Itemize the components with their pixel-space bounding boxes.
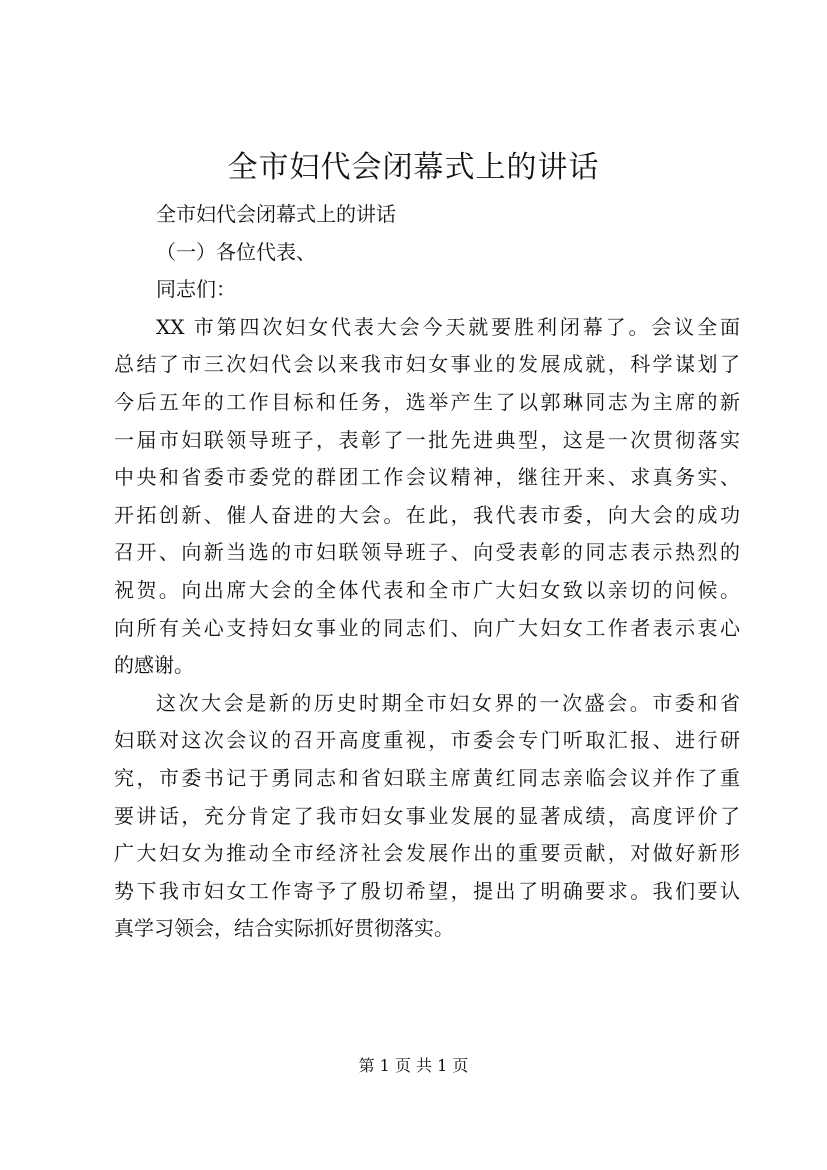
paragraph-2-line: 究，市委书记于勇同志和省妇联主席黄红同志亲临会议并作了重 [114, 765, 740, 790]
paragraph-2-line: 妇联对这次会议的召开高度重视，市委会专门听取汇报、进行研 [114, 728, 740, 753]
paragraph-1-line: 召开、向新当选的市妇联领导班子、向受表彰的同志表示热烈的 [114, 540, 740, 565]
document-title: 全市妇代会闭幕式上的讲话 [227, 150, 600, 185]
paragraph-2-line: 要讲话，充分肯定了我市妇女事业发展的显著成绩，高度评价了 [114, 803, 740, 828]
paragraph-1-line: 的感谢。 [114, 653, 194, 678]
paragraph-2-line: 势下我市妇女工作寄予了殷切希望，提出了明确要求。我们要认 [114, 878, 740, 903]
paragraph-2-line: 广大妇女为推动全市经济社会发展作出的重要贡献，对做好新形 [114, 841, 740, 866]
paragraph-1-line: 总结了市三次妇代会以来我市妇女事业的发展成就，科学谋划了 [114, 352, 740, 377]
page-footer: 第 1 页 共 1 页 [358, 1056, 469, 1075]
paragraph-1-line: 开拓创新、催人奋进的大会。在此，我代表市委，向大会的成功 [114, 502, 740, 527]
paragraph-1-line: 一届市妇联领导班子，表彰了一批先进典型，这是一次贯彻落实 [114, 427, 740, 452]
paragraph-2-line: 真学习领会，结合实际抓好贯彻落实。 [114, 916, 454, 941]
paragraph-1-line: XX 市第四次妇女代表大会今天就要胜利闭幕了。会议全面 [156, 314, 740, 339]
document-body [114, 196, 740, 948]
paragraph-1-line: 向所有关心支持妇女事业的同志们、向广大妇女工作者表示衷心 [114, 615, 740, 640]
salutation-line-1: （一）各位代表、 [156, 239, 316, 264]
body-subtitle: 全市妇代会闭幕式上的讲话 [156, 202, 396, 226]
paragraph-2-line: 这次大会是新的历史时期全市妇女界的一次盛会。市委和省 [156, 690, 740, 715]
paragraph-1 [114, 309, 740, 685]
salutation-line-2: 同志们： [156, 277, 236, 302]
paragraph-1-line: 祝贺。向出席大会的全体代表和全市广大妇女致以亲切的问候。 [114, 577, 740, 602]
paragraph-2 [114, 685, 740, 948]
paragraph-1-line: 今后五年的工作目标和任务，选举产生了以郭琳同志为主席的新 [114, 389, 740, 414]
paragraph-1-line: 中央和省委市委党的群团工作会议精神，继往开来、求真务实、 [114, 465, 740, 490]
